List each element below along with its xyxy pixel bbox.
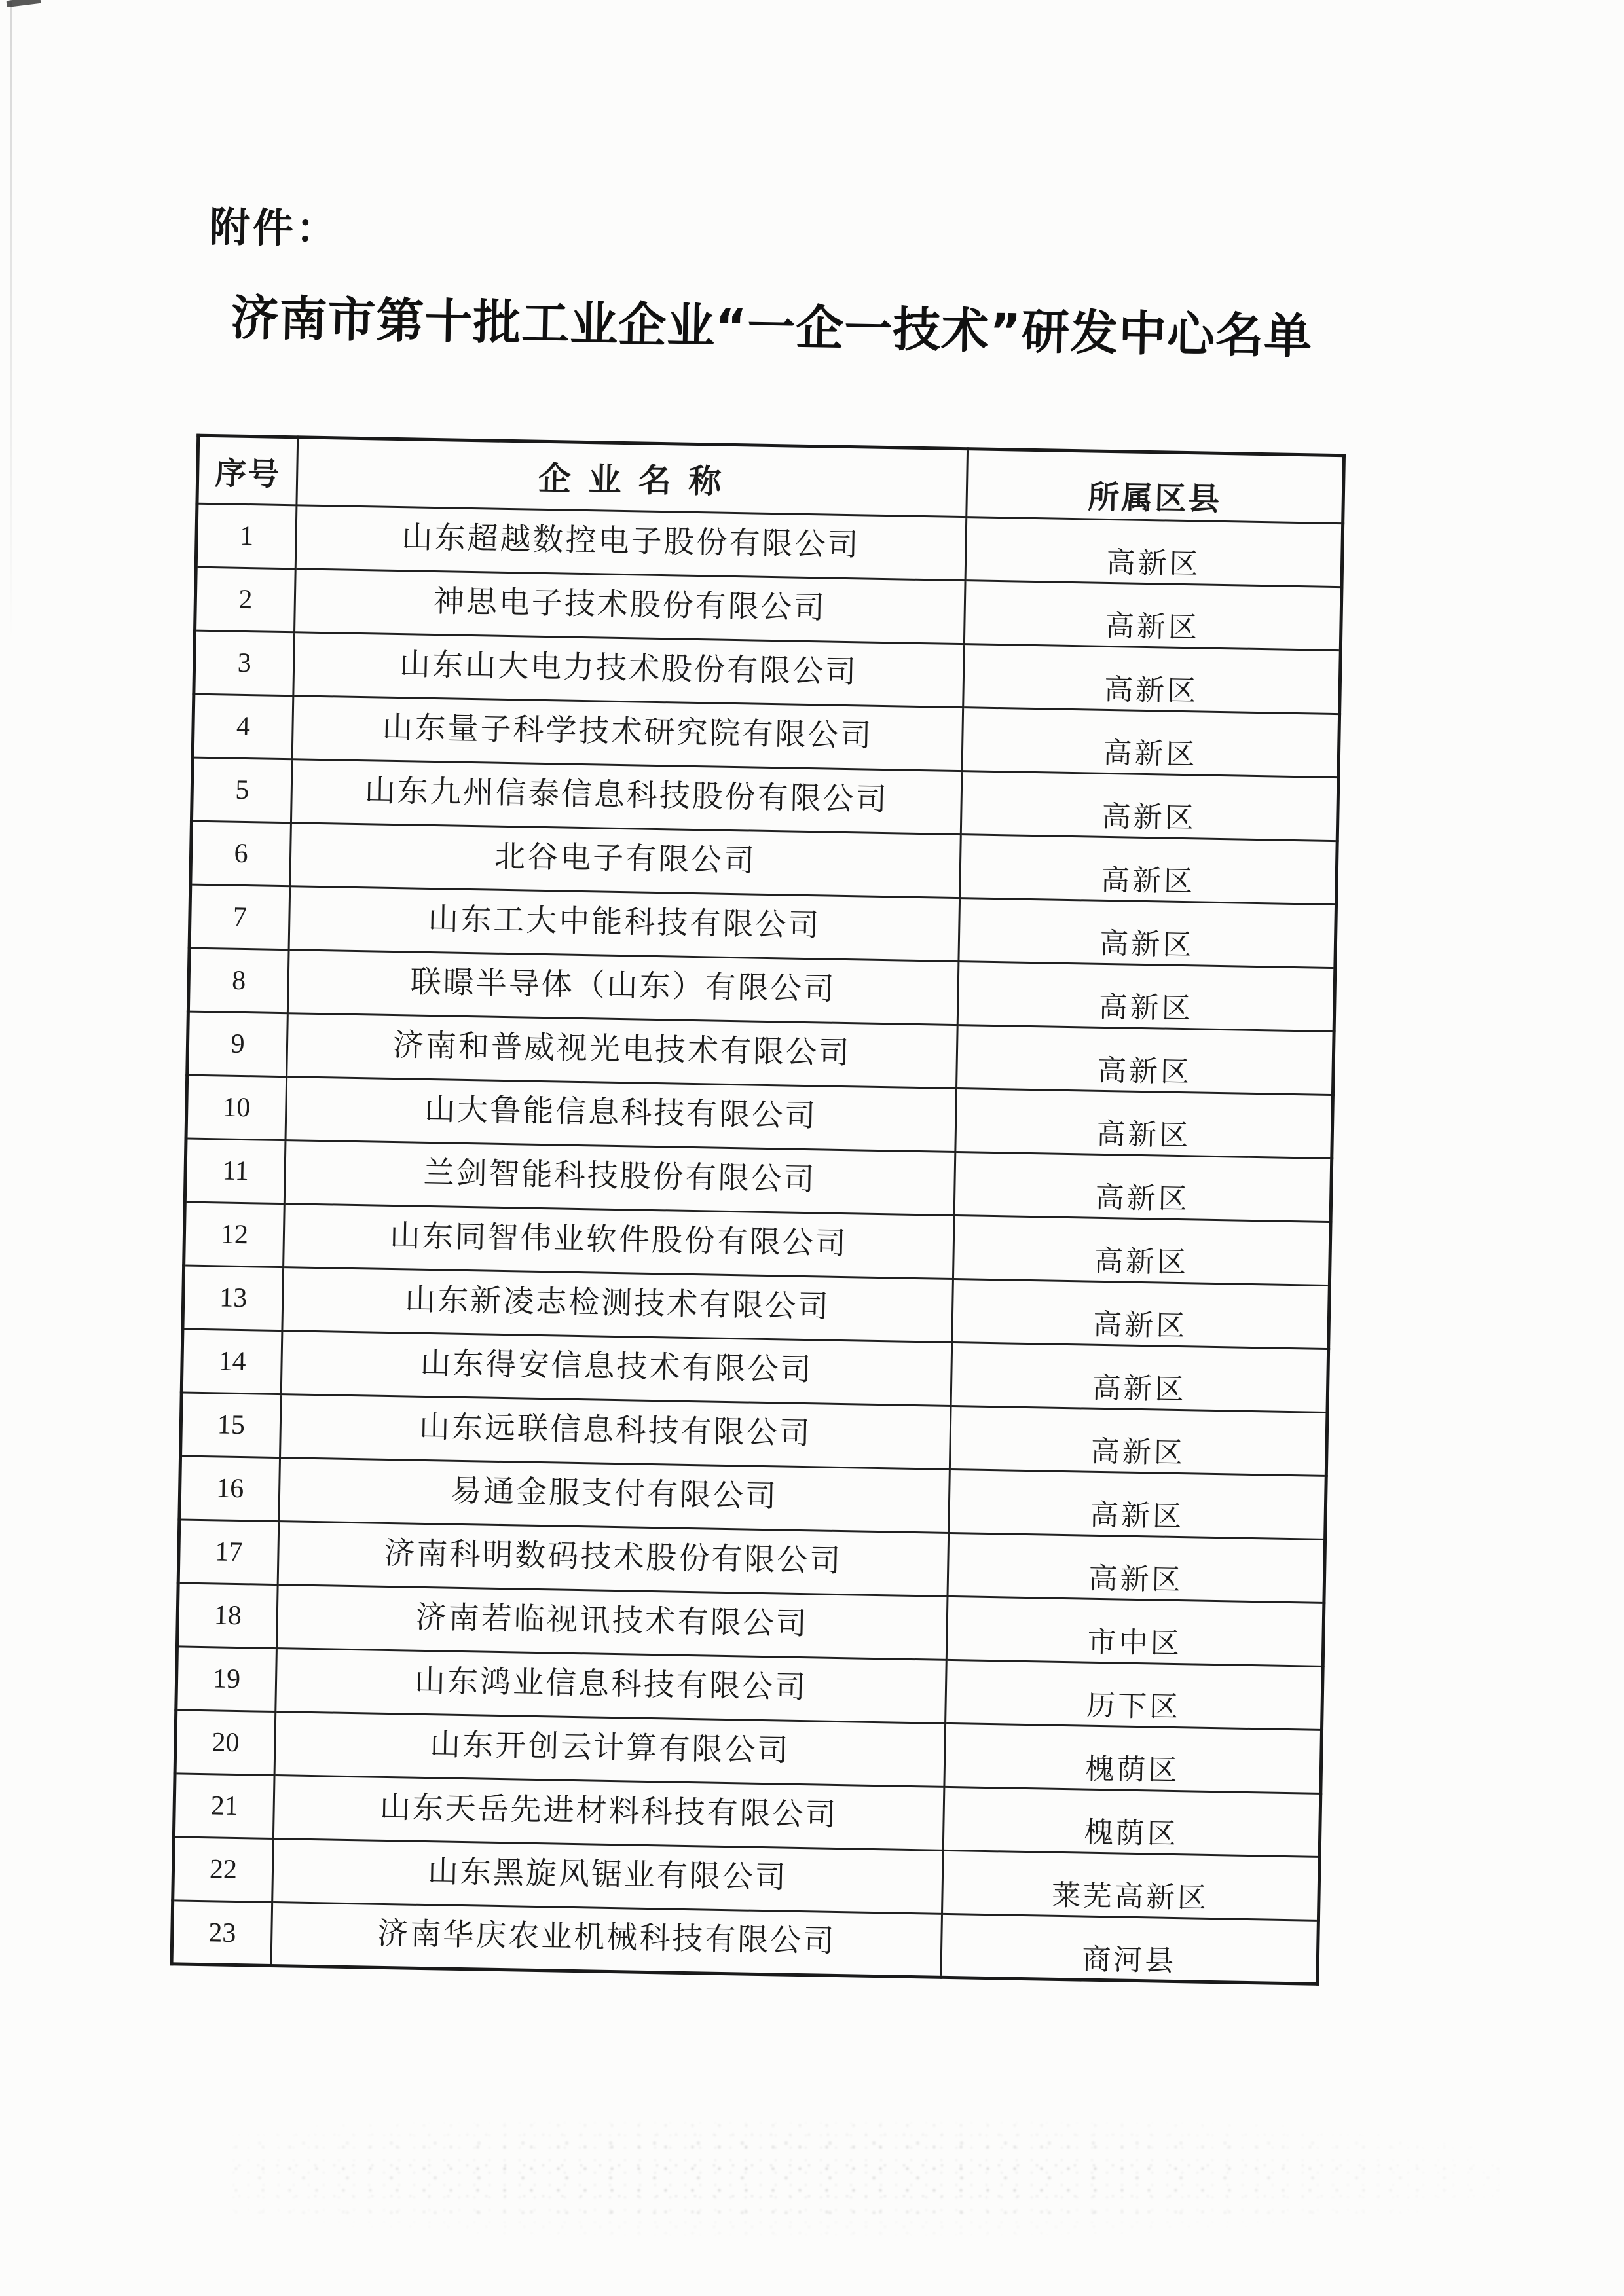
row-index-cell: 10: [186, 1075, 287, 1140]
row-index-cell: 5: [191, 757, 292, 823]
company-name-cell: 山东开创云计算有限公司: [274, 1712, 946, 1787]
row-index-cell: 2: [195, 567, 296, 632]
district-cell: 高新区: [952, 1279, 1330, 1349]
scan-smudge: [223, 2115, 1506, 2236]
header-district: 所属区县: [967, 449, 1344, 524]
company-name-cell: 山东工大中能科技有限公司: [289, 886, 960, 962]
row-index-cell: 1: [196, 503, 297, 569]
district-cell: 高新区: [962, 708, 1340, 778]
district-cell: 高新区: [954, 1152, 1332, 1222]
company-table: [170, 434, 1346, 1986]
company-name-cell: 山东山大电力技术股份有限公司: [293, 632, 965, 708]
district-cell: 高新区: [959, 898, 1337, 968]
row-index-cell: 19: [176, 1647, 277, 1712]
company-name-cell: 济南科明数码技术股份有限公司: [278, 1522, 949, 1597]
district-cell: 历下区: [946, 1660, 1323, 1730]
company-name-cell: 山东量子科学技术研究院有限公司: [292, 696, 963, 771]
row-index-cell: 20: [175, 1710, 276, 1776]
row-index-cell: 11: [185, 1139, 286, 1204]
district-cell: 高新区: [964, 581, 1342, 651]
company-name-cell: 北谷电子有限公司: [290, 823, 961, 898]
company-name-cell: 山大鲁能信息科技有限公司: [286, 1077, 957, 1152]
row-index-cell: 12: [184, 1202, 285, 1267]
row-index-cell: 6: [191, 821, 291, 886]
company-name-cell: 山东九州信泰信息科技股份有限公司: [291, 759, 962, 835]
row-index-cell: 7: [189, 884, 290, 950]
row-index-cell: 9: [187, 1011, 288, 1077]
company-name-cell: 山东超越数控电子股份有限公司: [295, 505, 967, 581]
company-name-cell: 济南华庆农业机械科技有限公司: [271, 1902, 942, 1977]
district-cell: 高新区: [963, 644, 1341, 714]
district-cell: 高新区: [949, 1469, 1327, 1539]
row-index-cell: 17: [178, 1520, 279, 1585]
header-company: 企 业 名 称: [297, 437, 968, 517]
row-index-cell: 16: [179, 1456, 280, 1522]
company-name-cell: 济南和普威视光电技术有限公司: [287, 1013, 958, 1089]
row-index-cell: 14: [181, 1329, 282, 1394]
company-name-cell: 联暻半导体（山东）有限公司: [287, 950, 959, 1025]
district-cell: 市中区: [946, 1596, 1324, 1666]
district-cell: 高新区: [953, 1215, 1331, 1285]
company-name-cell: 济南若临视讯技术有限公司: [276, 1585, 948, 1660]
district-cell: 高新区: [960, 835, 1338, 905]
row-index-cell: 15: [181, 1393, 282, 1458]
district-cell: 高新区: [950, 1406, 1327, 1476]
district-cell: 槐荫区: [944, 1723, 1322, 1793]
row-index-cell: 21: [174, 1774, 274, 1839]
company-name-cell: 山东鸿业信息科技有限公司: [276, 1649, 947, 1724]
row-index-cell: 22: [173, 1837, 274, 1903]
attachment-label: 附件：: [209, 202, 340, 253]
row-index-cell: 18: [177, 1583, 278, 1649]
company-name-cell: 山东天岳先进材料科技有限公司: [273, 1776, 944, 1851]
district-cell: 高新区: [948, 1533, 1325, 1603]
company-name-cell: 神思电子技术股份有限公司: [295, 569, 966, 644]
company-name-cell: 易通金服支付有限公司: [279, 1458, 950, 1533]
district-cell: 高新区: [961, 771, 1338, 841]
district-cell: 商河县: [941, 1914, 1319, 1984]
district-cell: 高新区: [957, 962, 1335, 1032]
row-index-cell: 8: [188, 948, 289, 1013]
district-cell: 高新区: [965, 517, 1343, 587]
company-name-cell: 山东新凌志检测技术有限公司: [282, 1267, 953, 1343]
company-name-cell: 山东远联信息科技有限公司: [280, 1394, 951, 1470]
row-index-cell: 3: [194, 630, 295, 696]
district-cell: 槐荫区: [943, 1787, 1321, 1857]
document-title: 济南市第十批工业企业“一企一技术”研发中心名单: [230, 290, 1313, 365]
row-index-cell: 13: [183, 1266, 284, 1331]
table-body: [172, 503, 1343, 1984]
district-cell: 高新区: [955, 1089, 1333, 1159]
company-name-cell: 山东黑旋风锯业有限公司: [272, 1838, 944, 1914]
company-name-cell: 山东同智伟业软件股份有限公司: [284, 1204, 955, 1279]
district-cell: 莱芜高新区: [942, 1850, 1320, 1920]
row-index-cell: 4: [193, 694, 293, 759]
district-cell: 高新区: [957, 1025, 1335, 1095]
company-name-cell: 山东得安信息技术有限公司: [281, 1331, 952, 1406]
company-name-cell: 兰剑智能科技股份有限公司: [284, 1140, 955, 1216]
district-cell: 高新区: [951, 1342, 1329, 1412]
row-index-cell: 23: [172, 1901, 272, 1966]
header-index: 序号: [197, 435, 298, 505]
